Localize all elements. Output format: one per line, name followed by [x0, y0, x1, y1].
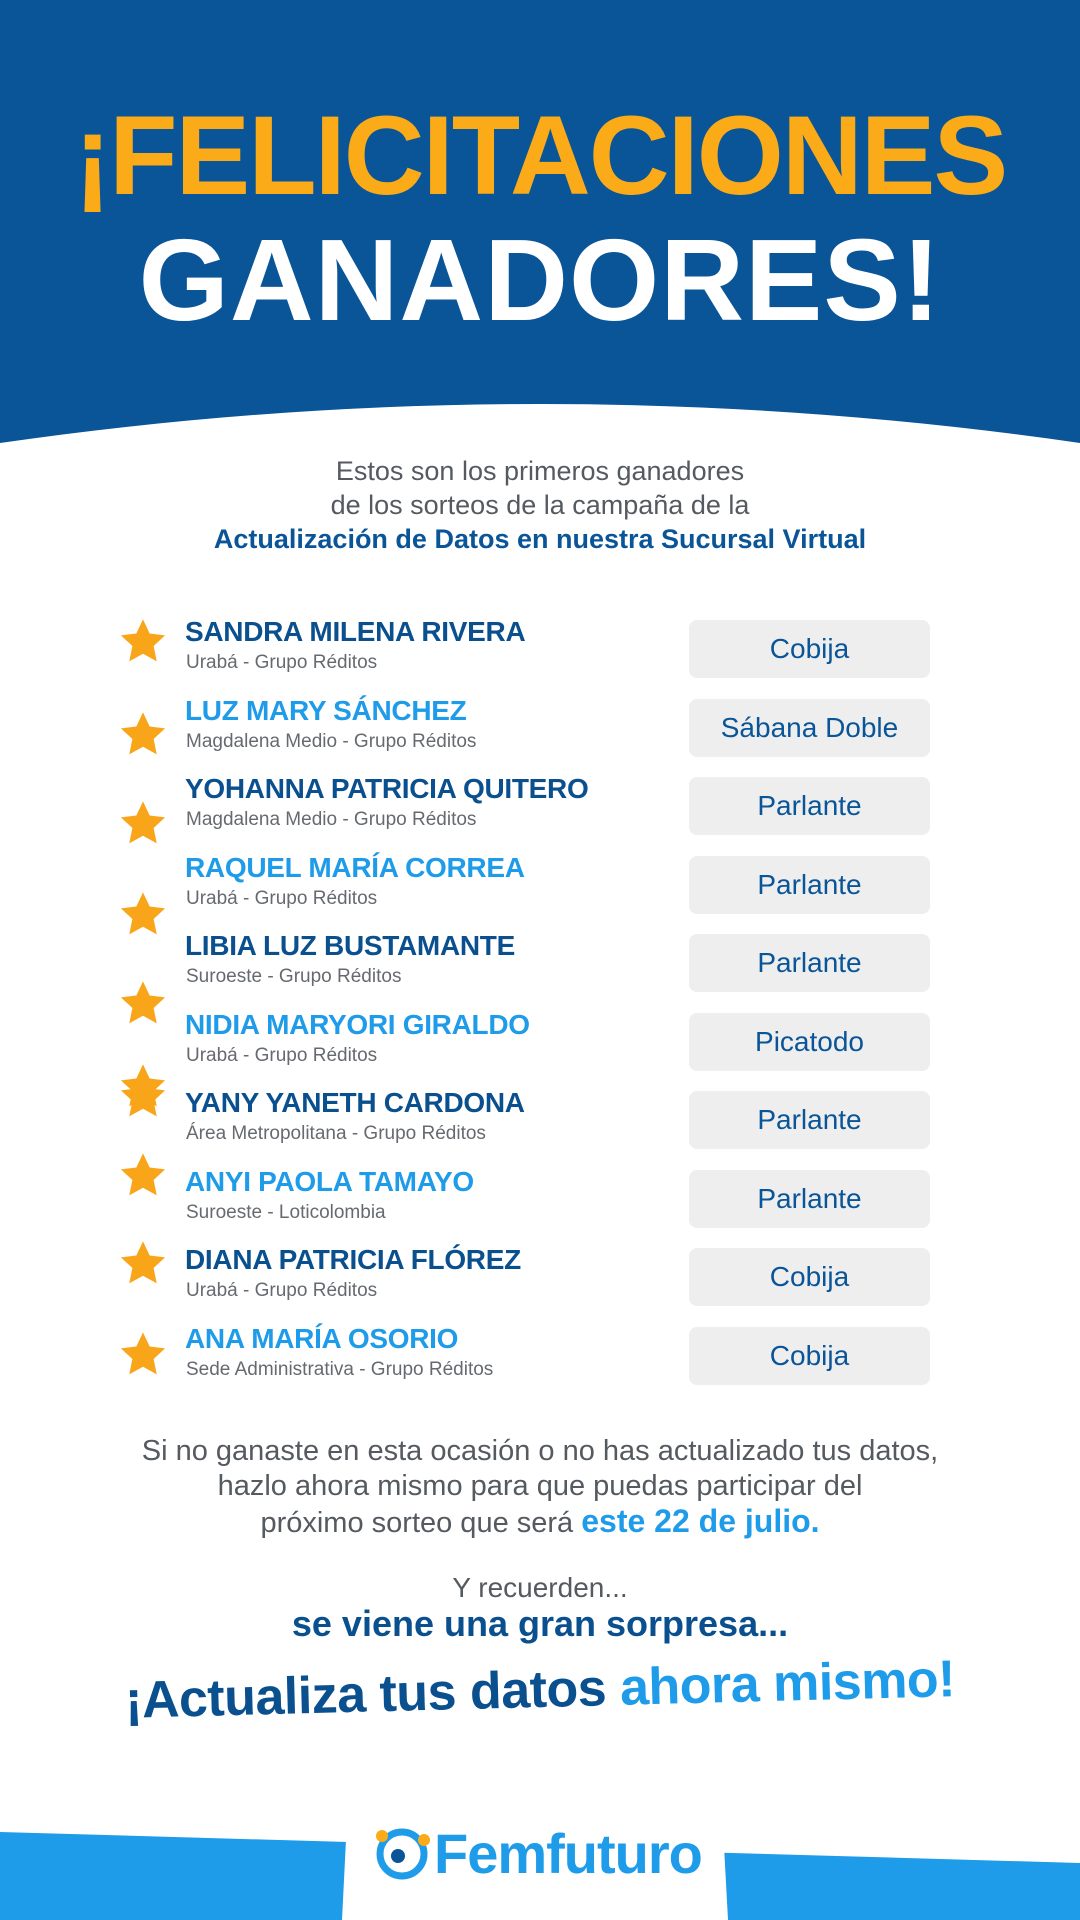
- prize-badge: Cobija: [689, 620, 930, 678]
- prize-badge: Parlante: [689, 1170, 930, 1228]
- winner-name: DIANA PATRICIA FLÓREZ: [185, 1244, 521, 1275]
- outro-line-3: [0, 1504, 1080, 1541]
- winner-row: [0, 687, 1080, 766]
- outro-line-2: hazlo ahora mismo para que puedas participar del: [217, 1470, 863, 1502]
- cta-headline: [0, 1646, 1080, 1734]
- prize-badge: Sábana Doble: [689, 699, 930, 757]
- winner-name: YANY YANETH CARDONA: [185, 1087, 525, 1118]
- winner-name: NIDIA MARYORI GIRALDO: [185, 1008, 530, 1040]
- winner-name: ANYI PAOLA TAMAYO: [185, 1165, 474, 1197]
- prize-badge: Parlante: [689, 777, 930, 835]
- title-ganadores: GANADORES!: [138, 215, 942, 345]
- draw-date: este 22 de julio.: [581, 1503, 820, 1539]
- winner-row: [0, 608, 1080, 687]
- winner-row: [0, 1236, 1080, 1315]
- star-icon: [118, 1329, 168, 1379]
- winners-list: [0, 608, 1080, 1393]
- star-icon: [118, 1071, 168, 1121]
- star-icon: [118, 709, 168, 759]
- title-felicitaciones: ¡FELICITACIONES: [73, 93, 1007, 218]
- winner-name: LIBIA LUZ BUSTAMANTE: [185, 930, 515, 961]
- winner-name: LUZ MARY SÁNCHEZ: [185, 694, 467, 726]
- outro-line-1: Si no ganaste en esta ocasión o no has actualizado tus datos,: [141, 1435, 939, 1467]
- cta-part-1: ¡Actualiza tus datos: [124, 1659, 607, 1730]
- star-icon: [118, 1238, 168, 1288]
- outro-text: [0, 1434, 1080, 1541]
- winner-row: [0, 1158, 1080, 1237]
- star-icon: [118, 798, 168, 848]
- winner-name: RAQUEL MARÍA CORREA: [185, 851, 525, 883]
- winner-location: Urabá - Grupo Réditos: [186, 1044, 378, 1066]
- outro-line-3-prefix: próximo sorteo que será: [260, 1507, 574, 1539]
- winner-row: [0, 765, 1080, 844]
- intro-text: [0, 454, 1080, 556]
- winner-location: Urabá - Grupo Réditos: [186, 652, 378, 673]
- winner-location: Urabá - Grupo Réditos: [186, 1280, 378, 1301]
- winner-row: [0, 922, 1080, 1001]
- winner-location: Suroeste - Grupo Réditos: [186, 966, 402, 987]
- cta-part-2: ahora mismo!: [619, 1650, 956, 1717]
- intro-line-2: de los sorteos de la campaña de la: [330, 490, 750, 520]
- prize-badge: Parlante: [689, 934, 930, 992]
- prize-badge: Parlante: [689, 1091, 930, 1149]
- winner-row: [0, 1001, 1080, 1080]
- intro-line-1: Estos son los primeros ganadores: [335, 456, 745, 486]
- intro-line-3: Actualización de Datos en nuestra Sucursal Virtual: [213, 524, 867, 554]
- winner-row: [0, 844, 1080, 923]
- prize-badge: Cobija: [689, 1248, 930, 1306]
- winner-row: [0, 1315, 1080, 1394]
- prize-badge: Parlante: [689, 856, 930, 914]
- winner-row: [0, 1079, 1080, 1158]
- winner-name: ANA MARÍA OSORIO: [185, 1322, 459, 1354]
- winner-location: Suroeste - Loticolombia: [186, 1201, 386, 1223]
- winner-location: Urabá - Grupo Réditos: [186, 887, 378, 909]
- reminder-intro: Y recuerden...: [452, 1572, 628, 1603]
- prize-badge: Picatodo: [689, 1013, 930, 1071]
- surprise-text: se viene una gran sorpresa...: [291, 1603, 789, 1644]
- winner-location: Magdalena Medio - Grupo Réditos: [186, 730, 477, 752]
- winner-location: Sede Administrativa - Grupo Réditos: [186, 1358, 494, 1380]
- winner-name: YOHANNA PATRICIA QUITERO: [185, 773, 589, 804]
- winner-location: Área Metropolitana - Grupo Réditos: [186, 1123, 486, 1144]
- winner-name: SANDRA MILENA RIVERA: [185, 616, 526, 647]
- prize-badge: Cobija: [689, 1327, 930, 1385]
- winner-location: Magdalena Medio - Grupo Réditos: [186, 809, 477, 830]
- brand-name: Femfuturo: [434, 1822, 702, 1885]
- star-icon: [118, 616, 168, 666]
- star-icon: [118, 1150, 168, 1200]
